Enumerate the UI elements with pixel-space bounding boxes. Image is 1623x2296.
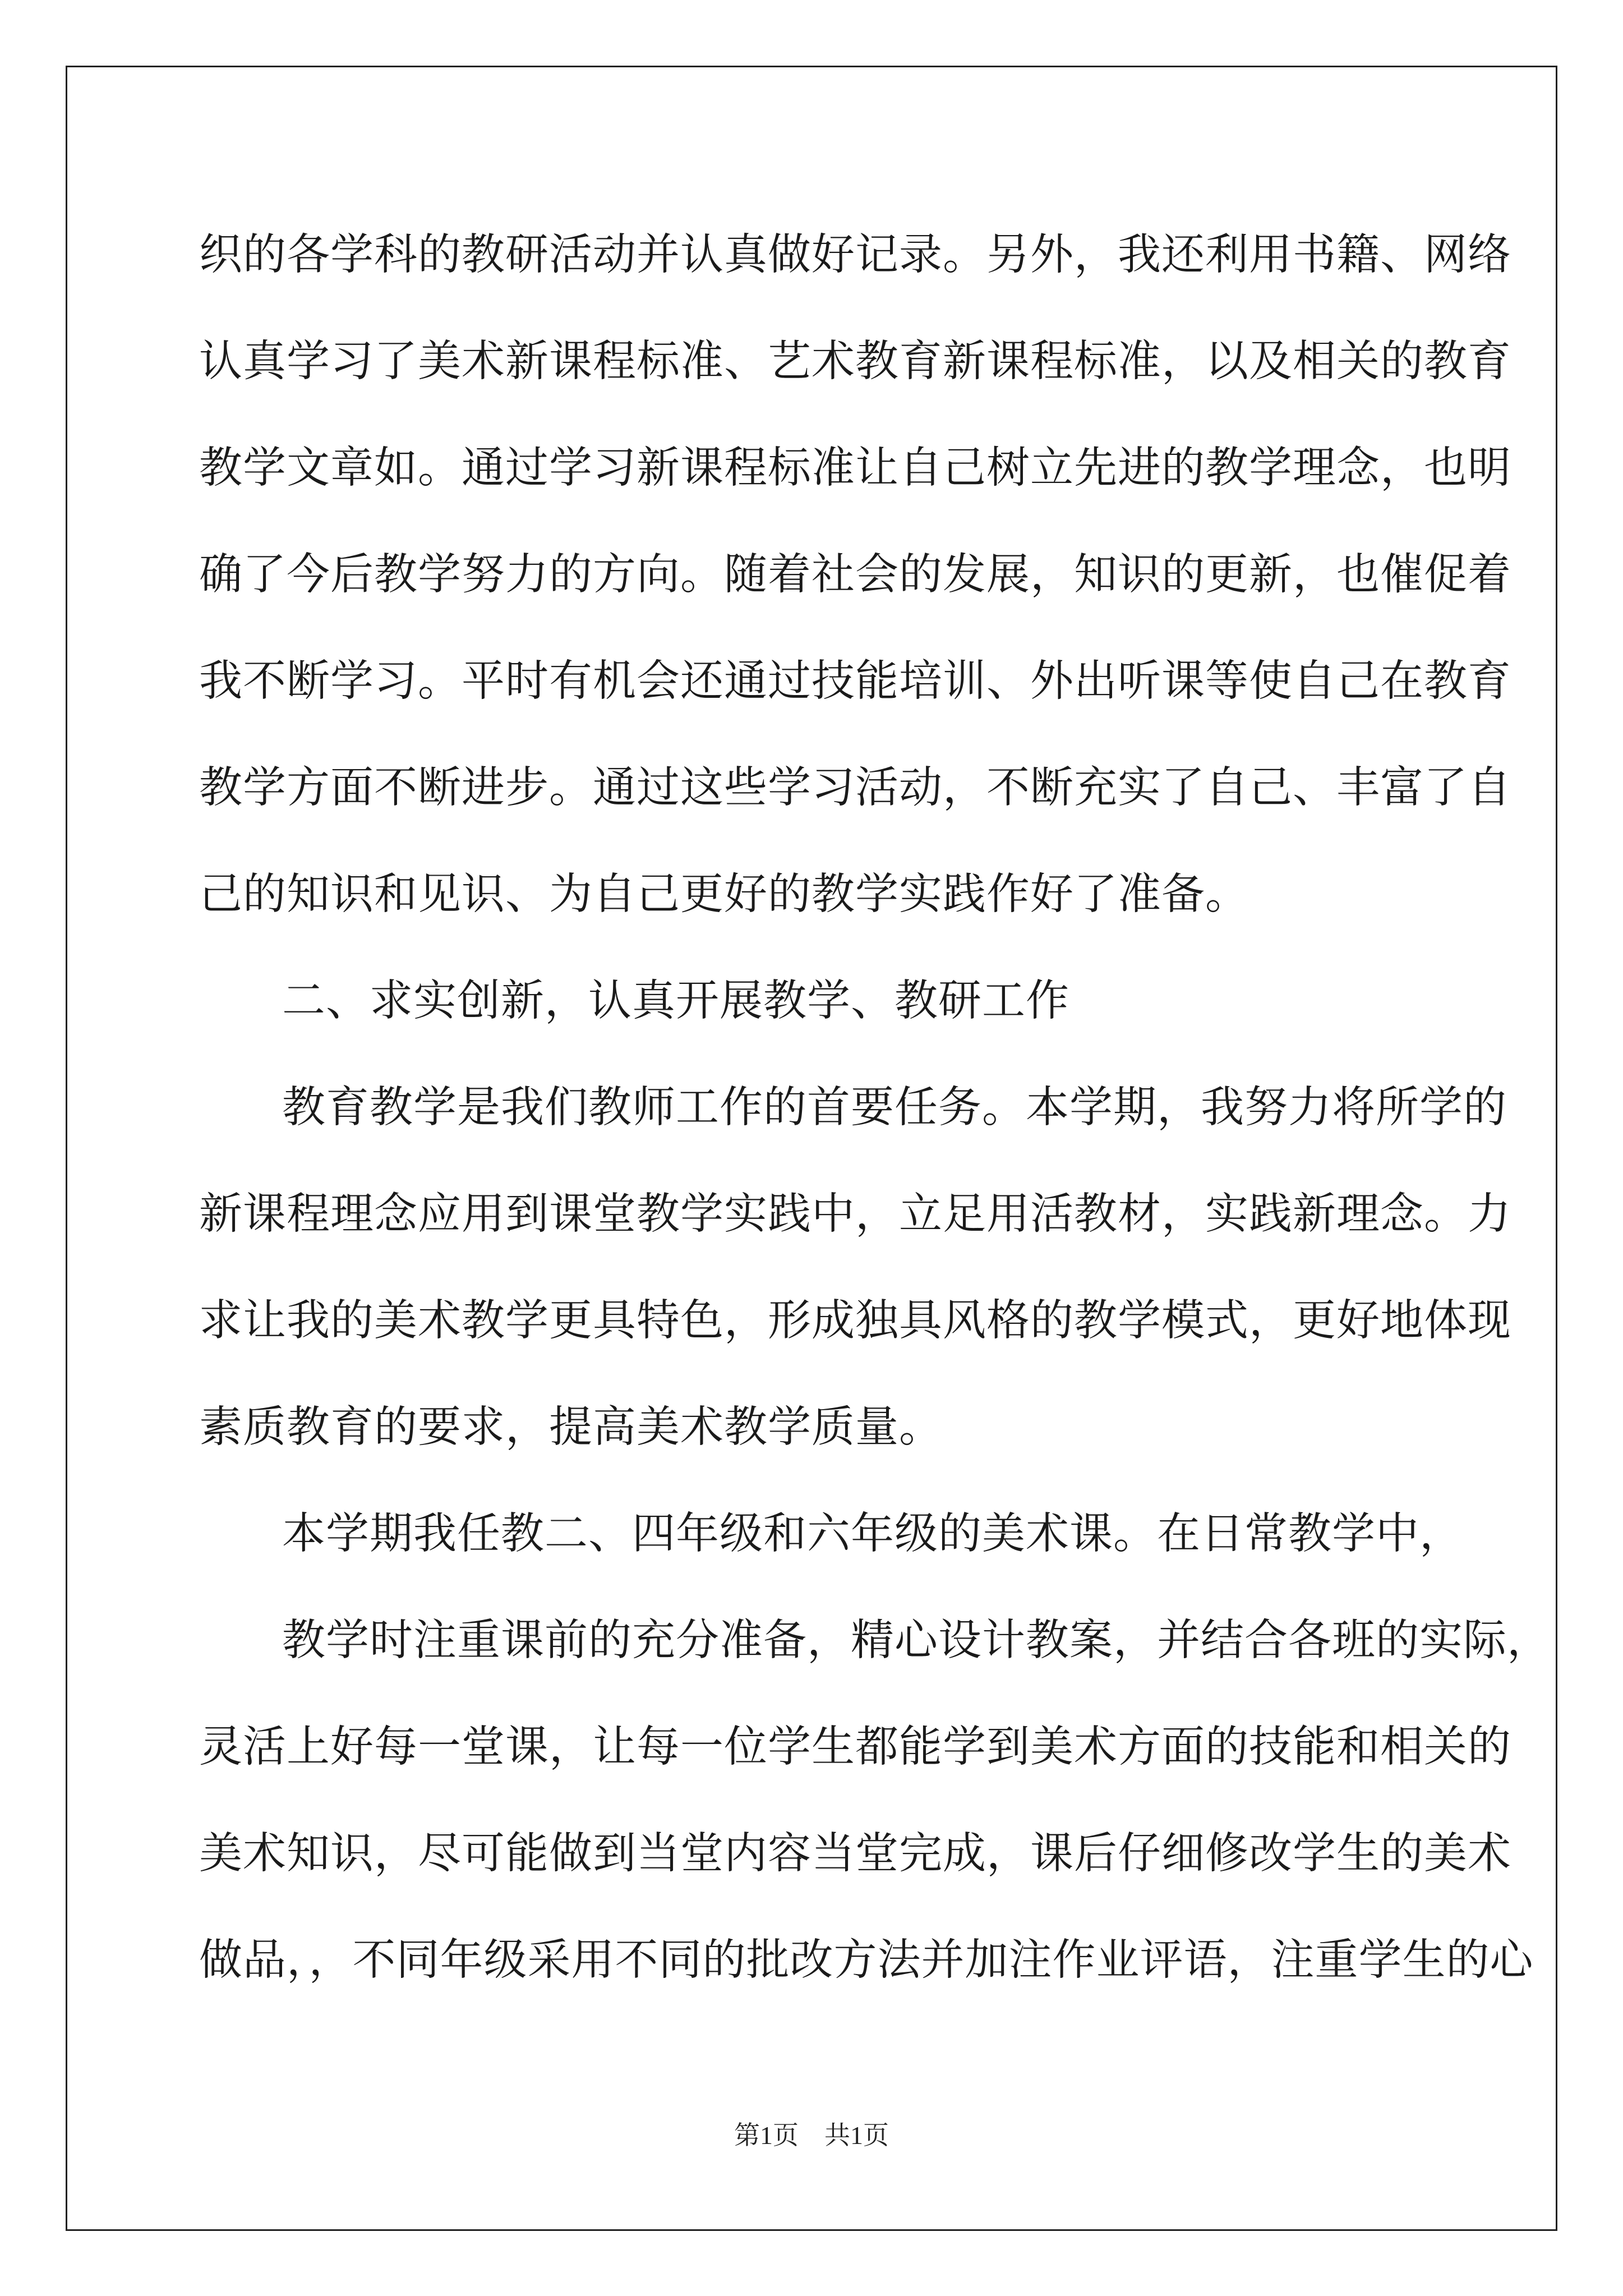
text-line: 本学期我任教二、四年级和六年级的美术课。在日常教学中， [282, 1509, 1463, 1559]
text-line: 美术知识，尽可能做到当堂内容当堂完成，课后仔细修改学生的美术 [199, 1829, 1511, 1879]
page-footer: 第1页 共1页 [734, 2121, 889, 2150]
text-line: 做品，，不同年级采用不同的批改方法并加注作业评语，注重学生的心 [199, 1935, 1534, 1985]
text-line: 己的知识和见识、为自己更好的教学实践作好了准备。 [199, 869, 1249, 919]
text-line: 教育教学是我们教师工作的首要任务。本学期，我努力将所学的 [282, 1083, 1507, 1133]
text-line: 教学文章如。通过学习新课程标准让自己树立先进的教学理念，也明 [199, 443, 1511, 493]
text-line: 确了今后教学努力的方向。随着社会的发展，知识的更新，也催促着 [199, 550, 1511, 600]
text-line: 教学时注重课前的充分准备，精心设计教案，并结合各班的实际， [282, 1616, 1551, 1665]
text-line: 求让我的美术教学更具特色，形成独具风格的教学模式，更好地体现 [199, 1296, 1511, 1346]
text-line: 教学方面不断进步。通过这些学习活动，不断充实了自己、丰富了自 [199, 763, 1511, 813]
text-line: 新课程理念应用到课堂教学实践中，立足用活教材，实践新理念。力 [199, 1189, 1511, 1239]
section-heading: 二、求实创新，认真开展教学、教研工作 [282, 976, 1069, 1026]
text-line: 灵活上好每一堂课，让每一位学生都能学到美术方面的技能和相关的 [199, 1722, 1511, 1772]
text-line: 我不断学习。平时有机会还通过技能培训、外出听课等使自己在教育 [199, 656, 1511, 706]
text-line: 素质教育的要求，提高美术教学质量。 [199, 1402, 943, 1452]
text-line: 认真学习了美术新课程标准、艺术教育新课程标准，以及相关的教育 [199, 337, 1511, 386]
text-line: 织的各学科的教研活动并认真做好记录。另外，我还利用书籍、网络 [199, 230, 1511, 280]
